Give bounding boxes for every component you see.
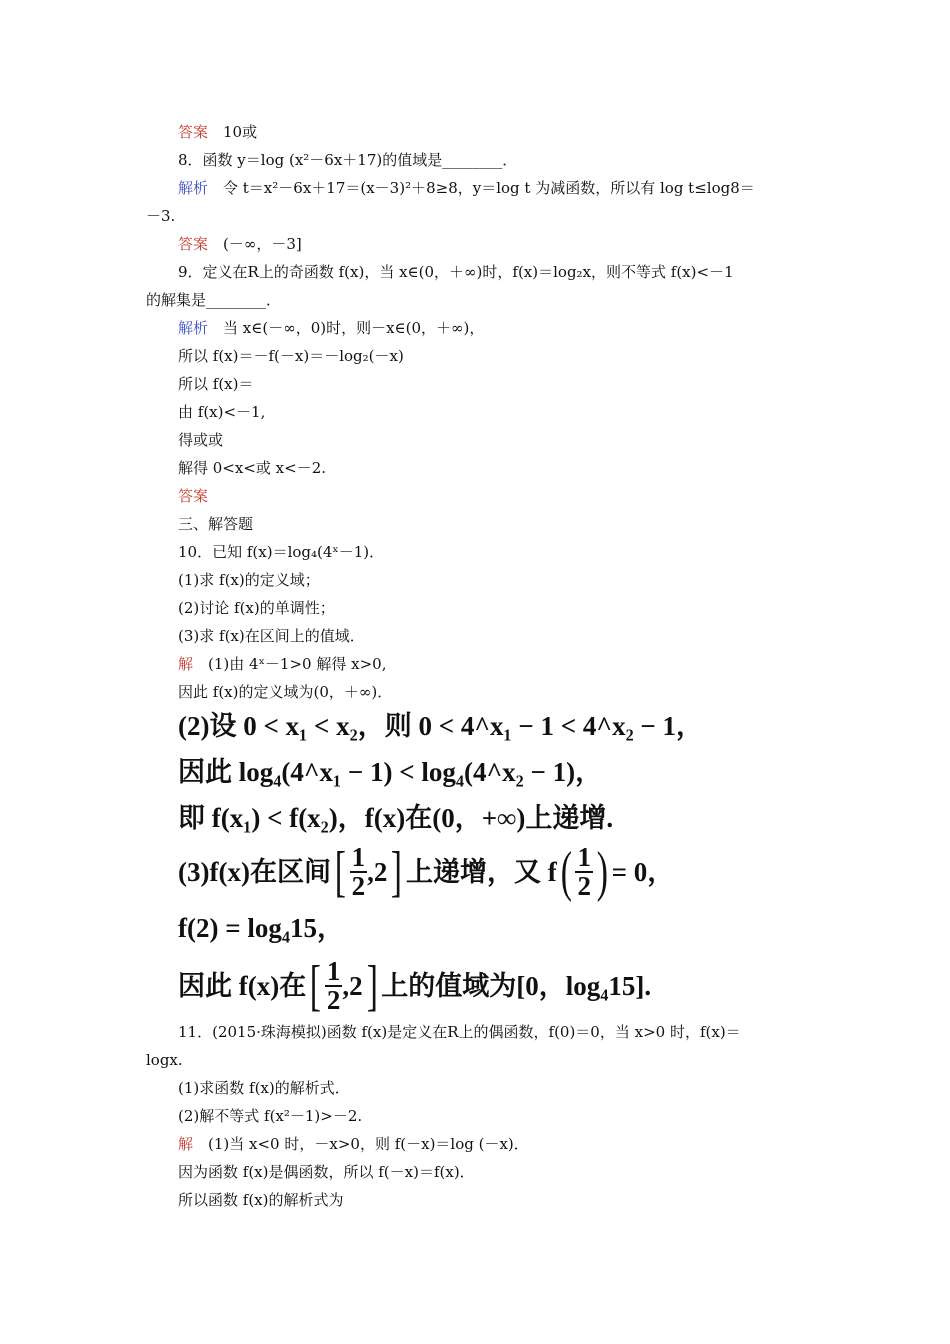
solution-tag: 解 [178, 1135, 194, 1153]
answer-line-9 [178, 486, 950, 506]
solution-text: (1)当 x<0 时，－x>0，则 f(－x)＝log (－x)． [193, 1135, 529, 1153]
fraction-denominator: 2 [351, 871, 366, 901]
analysis-9-line2: 所以 f(x)＝－f(－x)＝－log₂(－x) [178, 347, 404, 365]
question-10: 10．已知 f(x)＝log₄(4ˣ－1)． [178, 543, 385, 561]
analysis-9-line3: 所以 f(x)＝ [178, 375, 254, 393]
analysis-8-cont: －3. [146, 207, 176, 225]
fraction-one-half [575, 844, 593, 900]
question-11-part1: (1)求函数 f(x)的解析式． [178, 1079, 350, 1097]
solution-image-line3: 即 f(x₁) < f(x₂)，f(x)在(0，+∞)上递增. [178, 803, 614, 833]
solution-image-line4 [178, 842, 950, 902]
analysis-text: 令 t＝x²－6x＋17＝(x－3)²＋8≥8，y＝log t 为减函数，所以有 log t≤log8＝ [208, 179, 755, 197]
text-segment: ,2 [342, 971, 363, 1001]
fraction-denominator: 2 [326, 985, 341, 1015]
solution-11-line3: 所以函数 f(x)的解析式为 [178, 1191, 344, 1209]
text-segment: 上递增，又 f [406, 857, 557, 887]
answer-tag: 答案 [178, 123, 209, 141]
fraction-numerator: 1 [326, 956, 341, 986]
solution-image-line1: (2)设 0 < x₁ < x₂，则 0 < 4^x₁ − 1 < 4^x₂ − 1， [178, 711, 704, 741]
analysis-9-line6: 解得 0<x<或 x<－2. [178, 459, 327, 477]
answer-line-7 [178, 122, 950, 142]
text-segment: = 0， [611, 857, 675, 887]
question-11-part2: (2)解不等式 f(x²－1)>－2. [178, 1107, 363, 1125]
analysis-tag: 解析 [178, 179, 209, 197]
analysis-8 [178, 178, 950, 198]
text-segment: 上的值域为[0，log₄15]. [381, 971, 652, 1001]
question-9-cont: 的解集是________． [146, 291, 282, 309]
fraction-numerator: 1 [577, 842, 591, 872]
solution-10 [178, 654, 950, 674]
right-bracket: ] [391, 841, 403, 903]
analysis-9 [178, 318, 950, 338]
solution-image-line2: 因此 log₄(4^x₁ − 1) < log₄(4^x₂ − 1)， [178, 757, 603, 787]
left-paren: ( [560, 841, 572, 903]
answer-tag: 答案 [178, 487, 209, 505]
answer-text: (－∞，－3] [208, 235, 302, 253]
analysis-tag: 解析 [178, 319, 209, 337]
analysis-9-line4: 由 f(x)<－1, [178, 403, 266, 421]
question-8: 8．函数 y＝log (x²－6x＋17)的值域是________． [178, 151, 518, 169]
right-paren: ) [596, 841, 608, 903]
fraction-numerator: 1 [351, 842, 366, 872]
right-bracket: ] [366, 955, 378, 1017]
question-11: 11．(2015·珠海模拟)函数 f(x)是定义在R上的偶函数，f(0)＝0，当 x>0 时，f(x)＝ [178, 1023, 741, 1041]
analysis-text: 当 x∈(－∞，0)时，则－x∈(0，＋∞)， [208, 319, 485, 337]
solution-10-line2: 因此 f(x)的定义域为(0，＋∞)． [178, 683, 393, 701]
left-bracket: [ [334, 841, 346, 903]
solution-text: (1)由 4ˣ－1>0 解得 x>0, [193, 655, 387, 673]
question-9: 9．定义在R上的奇函数 f(x)，当 x∈(0，＋∞)时，f(x)＝log₂x，则不等式 f(x)<－1 [178, 263, 734, 281]
solution-11-line2: 因为函数 f(x)是偶函数，所以 f(－x)＝f(x)． [178, 1163, 475, 1181]
question-10-part2: (2)讨论 f(x)的单调性； [178, 599, 335, 617]
question-10-part1: (1)求 f(x)的定义域； [178, 571, 320, 589]
solution-tag: 解 [178, 655, 194, 673]
text-segment: (3)f(x)在区间 [178, 857, 331, 887]
question-11-cont: logx. [146, 1051, 183, 1069]
solution-11 [178, 1134, 950, 1154]
left-bracket: [ [309, 955, 322, 1017]
analysis-9-line5: 得或或 [178, 431, 224, 449]
fraction-denominator: 2 [577, 871, 591, 901]
answer-tag: 答案 [178, 235, 209, 253]
solution-image-line5: f(2) = log₄15， [178, 913, 344, 943]
fraction-one-half [350, 844, 368, 900]
section-heading: 三、解答题 [178, 515, 254, 533]
text-segment: 因此 f(x)在 [178, 971, 307, 1001]
answer-text: 10或 [208, 123, 258, 141]
answer-line-8 [178, 234, 950, 254]
fraction-one-half [325, 958, 343, 1014]
solution-image-line6 [178, 956, 950, 1016]
question-10-part3: (3)求 f(x)在区间上的值域． [178, 627, 365, 645]
text-segment: ,2 [367, 857, 388, 887]
